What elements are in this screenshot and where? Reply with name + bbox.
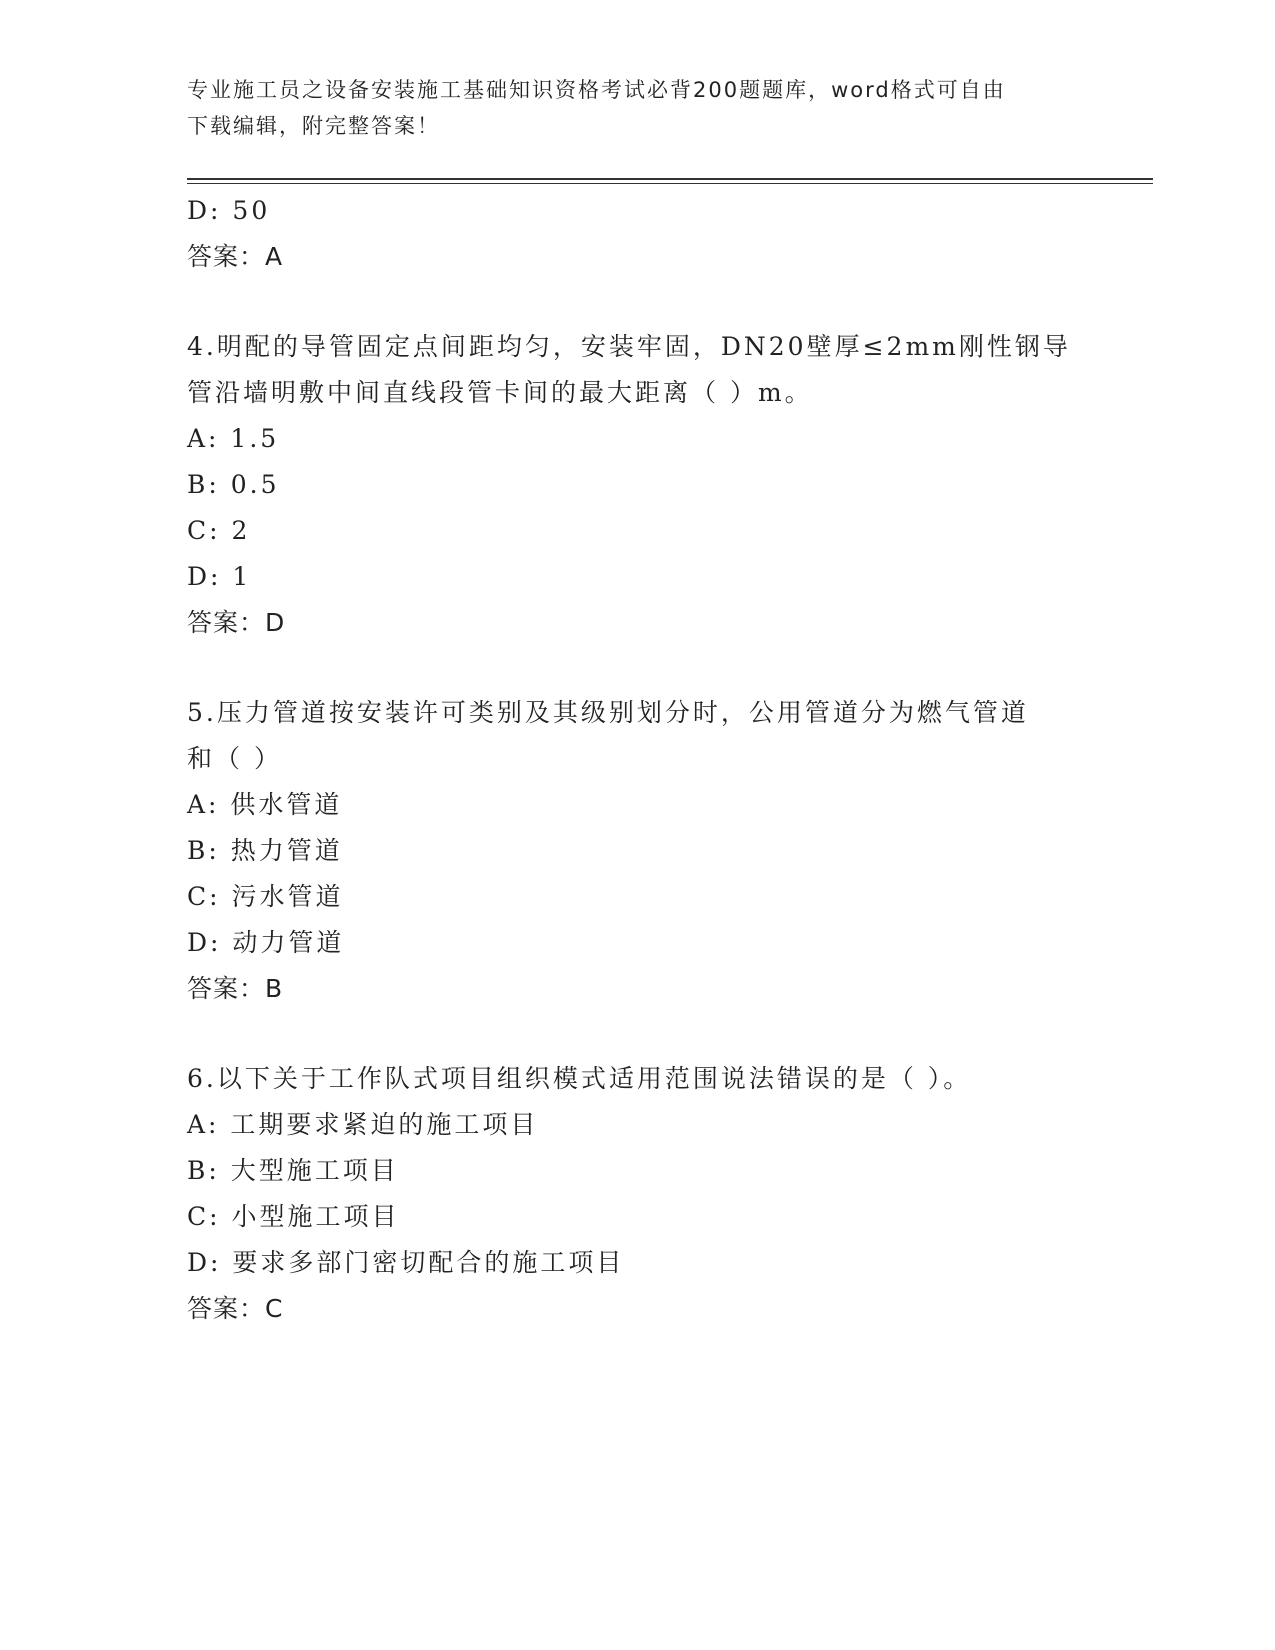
option-a: A: 工期要求紧迫的施工项目: [187, 1110, 539, 1139]
question-3-tail: [187, 188, 1087, 280]
question-6: [187, 1056, 1087, 1332]
option-c: C: 小型施工项目: [187, 1202, 400, 1231]
header-line-2: 下载编辑，附完整答案！: [187, 114, 440, 138]
answer-line: 答案：C: [187, 1294, 284, 1323]
header-divider-thick: [187, 178, 1153, 180]
option-d: D: 动力管道: [187, 928, 345, 957]
header-divider-thin: [187, 183, 1153, 184]
option-b: B: 热力管道: [187, 836, 343, 865]
answer-line: 答案：D: [187, 608, 286, 637]
option-d: D: 1: [187, 562, 252, 591]
question-stem-line-2: 和（ ）: [187, 744, 282, 773]
option-d: D: 50: [187, 196, 271, 225]
option-a: A: 供水管道: [187, 790, 343, 819]
question-4: [187, 324, 1087, 646]
option-b: B: 大型施工项目: [187, 1156, 399, 1185]
answer-line: 答案：A: [187, 242, 284, 271]
option-b: B: 0.5: [187, 470, 280, 499]
option-c: C: 2: [187, 516, 251, 545]
document-header: [187, 72, 1087, 144]
option-d: D: 要求多部门密切配合的施工项目: [187, 1248, 625, 1277]
question-stem-line-1: 4.明配的导管固定点间距均匀，安装牢固，DN20壁厚≤2mm刚性钢导: [187, 332, 1071, 361]
question-stem-line-2: 管沿墙明敷中间直线段管卡间的最大距离（ ）m。: [187, 378, 813, 407]
question-stem-line-1: 6.以下关于工作队式项目组织模式适用范围说法错误的是（ ）。: [187, 1064, 972, 1093]
header-line-1: 专业施工员之设备安装施工基础知识资格考试必背200题题库，word格式可自由: [187, 78, 1006, 102]
question-stem-line-1: 5.压力管道按安装许可类别及其级别划分时，公用管道分为燃气管道: [187, 698, 1029, 727]
document-body: [187, 188, 1087, 1332]
option-a: A: 1.5: [187, 424, 280, 453]
answer-line: 答案：B: [187, 974, 284, 1003]
question-5: [187, 690, 1087, 1012]
option-c: C: 污水管道: [187, 882, 344, 911]
